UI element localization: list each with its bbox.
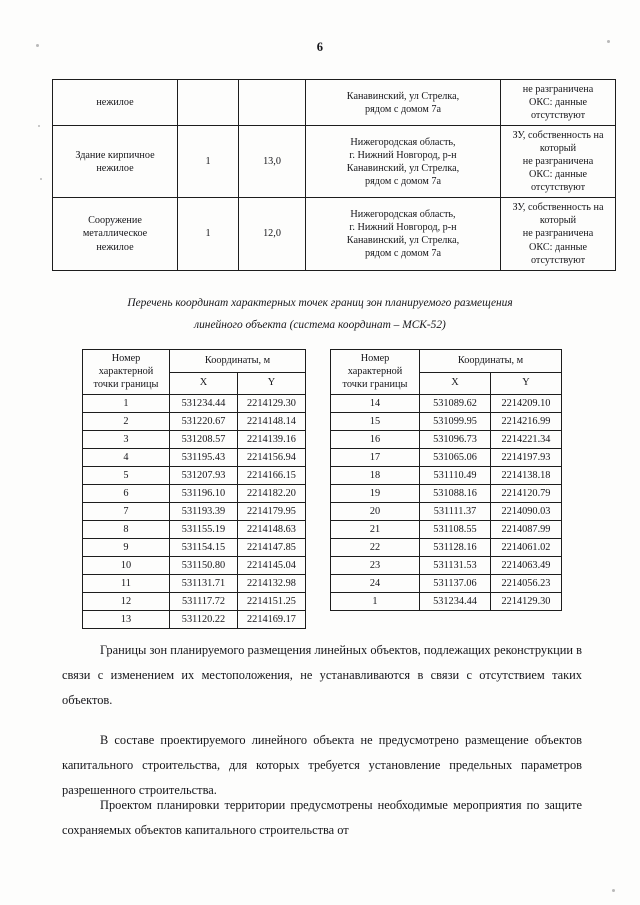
coord-cell-y: 2214182.20 xyxy=(238,485,306,503)
table-row xyxy=(83,611,306,629)
coord-cell-n: 8 xyxy=(83,521,170,539)
table-header-row xyxy=(83,350,306,373)
coord-cell-n: 1 xyxy=(331,593,420,611)
coord-cell-n: 23 xyxy=(331,557,420,575)
coord-cell-y: 2214138.18 xyxy=(491,467,562,485)
table-row xyxy=(83,413,306,431)
coord-cell-x: 531120.22 xyxy=(170,611,238,629)
objects-cell-count: 1 xyxy=(178,126,239,198)
coord-cell-x: 531150.80 xyxy=(170,557,238,575)
coord-cell-n: 19 xyxy=(331,485,420,503)
coordinates-table-right-body xyxy=(331,395,562,611)
coord-cell-x: 531208.57 xyxy=(170,431,238,449)
table-row xyxy=(83,593,306,611)
coord-cell-y: 2214209.10 xyxy=(491,395,562,413)
table-row xyxy=(83,485,306,503)
header-point-number-right: Номер характерной точки границы xyxy=(331,350,420,395)
coord-cell-n: 16 xyxy=(331,431,420,449)
coordinates-table-right-head xyxy=(331,350,562,395)
objects-cell-rights: ЗУ, собственность на который не разграничена ОКС: данные отсутствуют xyxy=(501,126,616,198)
objects-cell-address: Нижегородская область, г. Нижний Новгород, р-н Канавинский, ул Стрелка, рядом с домом 7а xyxy=(306,126,501,198)
coordinates-table-left xyxy=(82,349,306,629)
coord-cell-x: 531111.37 xyxy=(420,503,491,521)
coord-cell-n: 12 xyxy=(83,593,170,611)
coord-cell-x: 531088.16 xyxy=(420,485,491,503)
coord-cell-y: 2214148.63 xyxy=(238,521,306,539)
table-row xyxy=(83,467,306,485)
scan-speck xyxy=(612,889,615,892)
objects-cell-area: 12,0 xyxy=(239,198,306,270)
coord-cell-x: 531096.73 xyxy=(420,431,491,449)
coord-cell-n: 22 xyxy=(331,539,420,557)
table-header-row xyxy=(331,350,562,373)
coord-cell-y: 2214148.14 xyxy=(238,413,306,431)
coord-cell-y: 2214063.49 xyxy=(491,557,562,575)
coord-cell-y: 2214156.94 xyxy=(238,449,306,467)
page-number: 6 xyxy=(316,40,324,54)
table-row xyxy=(83,557,306,575)
coord-cell-y: 2214147.85 xyxy=(238,539,306,557)
coordinates-table-left-body xyxy=(83,395,306,629)
header-y-left: Y xyxy=(238,372,306,395)
coord-cell-n: 11 xyxy=(83,575,170,593)
coord-cell-y: 2214221.34 xyxy=(491,431,562,449)
table-row xyxy=(331,557,562,575)
coord-cell-x: 531234.44 xyxy=(170,395,238,413)
coord-cell-x: 531131.53 xyxy=(420,557,491,575)
coord-cell-y: 2214129.30 xyxy=(238,395,306,413)
coord-cell-x: 531193.39 xyxy=(170,503,238,521)
objects-cell-area xyxy=(239,80,306,126)
coord-cell-n: 18 xyxy=(331,467,420,485)
coord-cell-x: 531108.55 xyxy=(420,521,491,539)
table-row xyxy=(83,503,306,521)
table-row xyxy=(331,395,562,413)
table-row xyxy=(83,539,306,557)
coord-cell-n: 10 xyxy=(83,557,170,575)
coord-cell-y: 2214061.02 xyxy=(491,539,562,557)
objects-cell-count xyxy=(178,80,239,126)
coord-cell-n: 6 xyxy=(83,485,170,503)
coord-cell-x: 531196.10 xyxy=(170,485,238,503)
coord-cell-y: 2214179.95 xyxy=(238,503,306,521)
table-row xyxy=(53,126,616,198)
coord-cell-n: 20 xyxy=(331,503,420,521)
scan-speck xyxy=(40,178,42,180)
objects-cell-name: Здание кирпичное нежилое xyxy=(53,126,178,198)
objects-cell-name: нежилое xyxy=(53,80,178,126)
table-row xyxy=(331,413,562,431)
objects-cell-rights: ЗУ, собственность на который не разграничена ОКС: данные отсутствуют xyxy=(501,198,616,270)
table-row xyxy=(83,395,306,413)
objects-cell-name: Сооружение металлическое нежилое xyxy=(53,198,178,270)
coord-cell-x: 531207.93 xyxy=(170,467,238,485)
coord-cell-y: 2214120.79 xyxy=(491,485,562,503)
table-row xyxy=(83,575,306,593)
coord-cell-x: 531220.67 xyxy=(170,413,238,431)
coord-cell-x: 531089.62 xyxy=(420,395,491,413)
table-row xyxy=(331,431,562,449)
table-row xyxy=(331,521,562,539)
coord-cell-y: 2214129.30 xyxy=(491,593,562,611)
paragraph-protection-measures: Проектом планировки территории предусмотрены необходимые мероприятия по защите сохраняемых объектов капитального строительства от xyxy=(62,798,582,838)
coord-cell-n: 4 xyxy=(83,449,170,467)
caption-line-2: линейного объекта (система координат – МСК-52) xyxy=(194,319,446,332)
table-row xyxy=(53,198,616,270)
table-row xyxy=(331,503,562,521)
coord-cell-y: 2214197.93 xyxy=(491,449,562,467)
header-y-right: Y xyxy=(491,372,562,395)
coord-cell-n: 15 xyxy=(331,413,420,431)
coord-cell-x: 531110.49 xyxy=(420,467,491,485)
coord-cell-n: 2 xyxy=(83,413,170,431)
objects-cell-rights: не разграничена ОКС: данные отсутствуют xyxy=(501,80,616,126)
coord-cell-x: 531137.06 xyxy=(420,575,491,593)
coord-cell-y: 2214056.23 xyxy=(491,575,562,593)
coord-cell-y: 2214139.16 xyxy=(238,431,306,449)
header-coordinates-left: Координаты, м xyxy=(170,350,306,373)
coord-cell-n: 14 xyxy=(331,395,420,413)
coord-cell-n: 7 xyxy=(83,503,170,521)
header-x-left: X xyxy=(170,372,238,395)
coord-cell-n: 5 xyxy=(83,467,170,485)
table-row xyxy=(331,485,562,503)
paragraph-capital-construction: В составе проектируемого линейного объекта не предусмотрено размещение объектов капитального строительства, для которых требуется установление предельных параметров разрешенного строительства. xyxy=(62,733,582,798)
objects-table-body xyxy=(53,80,616,271)
scan-speck xyxy=(38,125,40,127)
coordinates-table-left-head xyxy=(83,350,306,395)
header-x-right: X xyxy=(420,372,491,395)
coord-cell-n: 24 xyxy=(331,575,420,593)
objects-table xyxy=(52,79,616,271)
coord-cell-n: 1 xyxy=(83,395,170,413)
table-row xyxy=(83,449,306,467)
table-row xyxy=(331,539,562,557)
objects-cell-address: Канавинский, ул Стрелка, рядом с домом 7а xyxy=(306,80,501,126)
coord-cell-x: 531117.72 xyxy=(170,593,238,611)
coord-cell-y: 2214169.17 xyxy=(238,611,306,629)
coord-cell-x: 531099.95 xyxy=(420,413,491,431)
coord-cell-n: 9 xyxy=(83,539,170,557)
table-row xyxy=(53,80,616,126)
coord-cell-n: 21 xyxy=(331,521,420,539)
objects-cell-area: 13,0 xyxy=(239,126,306,198)
coord-cell-x: 531128.16 xyxy=(420,539,491,557)
coord-cell-y: 2214090.03 xyxy=(491,503,562,521)
coord-cell-y: 2214145.04 xyxy=(238,557,306,575)
caption-line-1: Перечень координат характерных точек границ зон планируемого размещения xyxy=(127,297,513,309)
coordinates-caption xyxy=(72,292,568,336)
coord-cell-x: 531131.71 xyxy=(170,575,238,593)
coord-cell-x: 531154.15 xyxy=(170,539,238,557)
coord-cell-y: 2214151.25 xyxy=(238,593,306,611)
coord-cell-n: 17 xyxy=(331,449,420,467)
coord-cell-n: 3 xyxy=(83,431,170,449)
coord-cell-y: 2214132.98 xyxy=(238,575,306,593)
coordinates-table-right xyxy=(330,349,562,611)
header-point-number-left: Номер характерной точки границы xyxy=(83,350,170,395)
table-row xyxy=(83,431,306,449)
header-coordinates-right: Координаты, м xyxy=(420,350,562,373)
coord-cell-n: 13 xyxy=(83,611,170,629)
coord-cell-x: 531065.06 xyxy=(420,449,491,467)
table-row xyxy=(331,593,562,611)
coord-cell-x: 531155.19 xyxy=(170,521,238,539)
table-row xyxy=(331,467,562,485)
coord-cell-y: 2214087.99 xyxy=(491,521,562,539)
table-row xyxy=(331,449,562,467)
coord-cell-x: 531195.43 xyxy=(170,449,238,467)
coord-cell-x: 531234.44 xyxy=(420,593,491,611)
table-row xyxy=(331,575,562,593)
objects-cell-count: 1 xyxy=(178,198,239,270)
coord-cell-y: 2214216.99 xyxy=(491,413,562,431)
table-row xyxy=(83,521,306,539)
objects-cell-address: Нижегородская область, г. Нижний Новгород, р-н Канавинский, ул Стрелка, рядом с домом 7а xyxy=(306,198,501,270)
coord-cell-y: 2214166.15 xyxy=(238,467,306,485)
paragraph-boundaries: Границы зон планируемого размещения линейных объектов, подлежащих реконструкции в связи с изменением их местоположения, не устанавливаются в связи с отсутствием таких объектов. xyxy=(62,643,582,708)
